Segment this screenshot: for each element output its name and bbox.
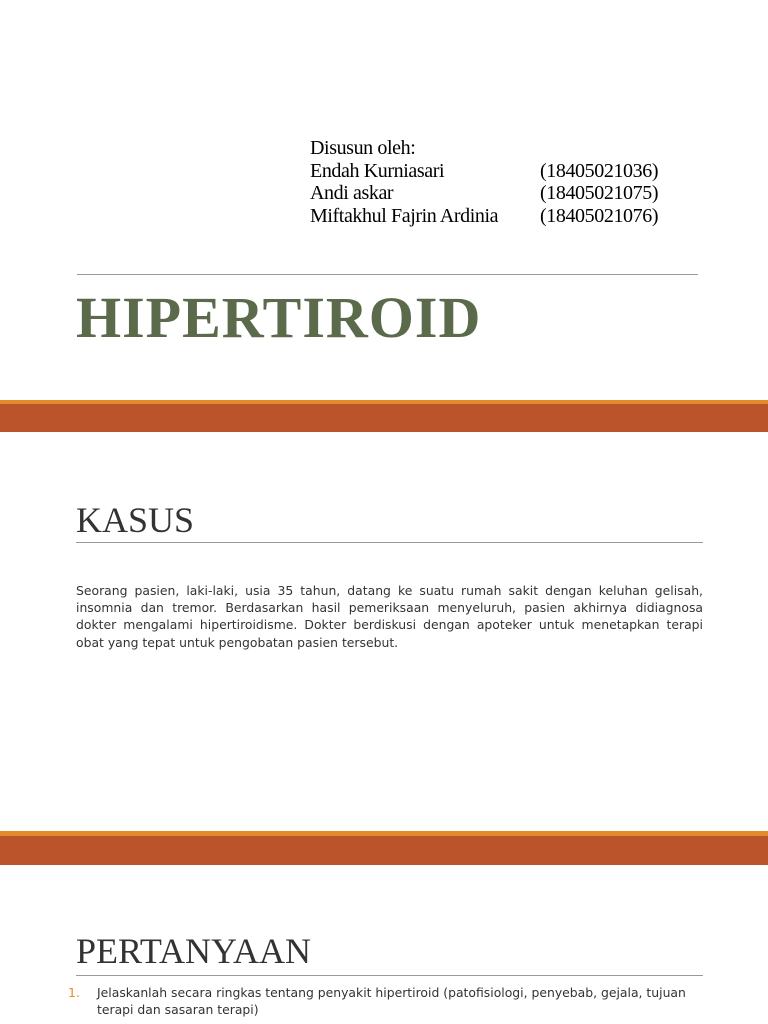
case-description: Seorang pasien, laki-laki, usia 35 tahun, datang ke suatu rumah sakit dengan keluhan gelisah, insomnia dan tremor. Berdasarkan hasil pemeriksaan menyeluruh, pasien akhirnya didiagnosa dokter mengalami hipertiroidisme. Dokter berdiskusi dengan apoteker untuk menetapkan terapi obat yang tepat untuk pengobatan pasien tersebut. xyxy=(76,583,703,650)
author-nim: (18405021036) xyxy=(540,159,659,182)
page-title: HIPERTIROID xyxy=(76,285,482,350)
author-row xyxy=(310,204,659,228)
slide-title xyxy=(0,0,768,400)
separator-band xyxy=(0,404,768,432)
title-divider xyxy=(77,274,698,275)
question-number: 1. xyxy=(68,985,80,1000)
section-title-pertanyaan: PERTANYAAN xyxy=(76,931,311,971)
author-name: Endah Kurniasari xyxy=(310,159,445,182)
author-name: Miftakhul Fajrin Ardinia xyxy=(310,204,499,227)
author-name: Andi askar xyxy=(310,182,394,204)
author-nim: (18405021075) xyxy=(540,182,659,204)
authors-heading: Disusun oleh: xyxy=(310,137,416,159)
question-text: Jelaskanlah secara ringkas tentang penyakit hipertiroid (patofisiologi, penyebab, gejala, tujuan terapi dan sasaran terapi) xyxy=(97,985,686,1017)
section-title-kasus: KASUS xyxy=(76,500,195,540)
section-divider xyxy=(76,975,703,976)
section-divider xyxy=(76,542,703,543)
question-list xyxy=(68,985,704,1018)
author-nim: (18405021076) xyxy=(540,204,659,227)
authors-block xyxy=(310,137,659,227)
list-item xyxy=(68,985,704,1018)
separator-band xyxy=(0,836,768,865)
author-row xyxy=(310,182,659,205)
author-row xyxy=(310,159,659,183)
